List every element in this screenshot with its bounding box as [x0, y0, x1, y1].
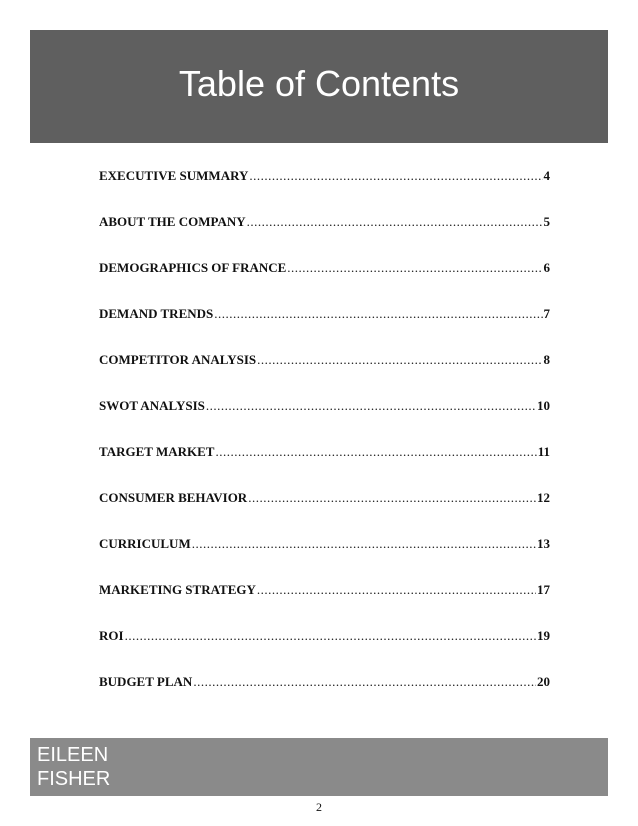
toc-entry-roi[interactable] — [99, 628, 550, 674]
toc-entry-page: 5 — [543, 214, 550, 229]
table-of-contents — [99, 168, 550, 720]
brand-line-2: FISHER — [37, 768, 111, 790]
dot-leader — [192, 536, 536, 552]
header-band — [30, 30, 608, 143]
toc-entry-label: CONSUMER BEHAVIOR — [99, 490, 248, 505]
dot-leader — [125, 628, 536, 644]
toc-entry-label: DEMOGRAPHICS OF FRANCE — [99, 260, 287, 275]
toc-entry-competitor-analysis[interactable] — [99, 352, 550, 398]
dot-leader — [193, 674, 536, 690]
dot-leader — [257, 352, 542, 368]
toc-entry-label: BUDGET PLAN — [99, 674, 193, 689]
toc-entry-curriculum[interactable] — [99, 536, 550, 582]
toc-entry-page: 12 — [537, 490, 550, 505]
toc-entry-label: EXECUTIVE SUMMARY — [99, 168, 249, 183]
toc-entry-consumer-behavior[interactable] — [99, 490, 550, 536]
toc-entry-page: 20 — [537, 674, 550, 689]
toc-entry-label: DEMAND TRENDS — [99, 306, 214, 321]
dot-leader — [214, 306, 542, 322]
toc-entry-target-market[interactable] — [99, 444, 550, 490]
dot-leader — [215, 444, 536, 460]
toc-entry-page: 19 — [537, 628, 550, 643]
toc-entry-swot-analysis[interactable] — [99, 398, 550, 444]
toc-entry-executive-summary[interactable] — [99, 168, 550, 214]
dot-leader — [248, 490, 536, 506]
toc-entry-demand-trends[interactable] — [99, 306, 550, 352]
toc-entry-about-the-company[interactable] — [99, 214, 550, 260]
footer-band — [30, 738, 608, 796]
brand-name — [37, 743, 110, 791]
toc-entry-label: MARKETING STRATEGY — [99, 582, 256, 597]
page-number: 2 — [316, 800, 322, 814]
toc-entry-label: TARGET MARKET — [99, 444, 215, 459]
toc-entry-label: ROI — [99, 628, 124, 643]
toc-entry-demographics-of-france[interactable] — [99, 260, 550, 306]
dot-leader — [206, 398, 536, 414]
toc-entry-page: 4 — [543, 168, 550, 183]
dot-leader — [247, 214, 543, 230]
toc-entry-label: CURRICULUM — [99, 536, 191, 551]
toc-entry-page: 6 — [543, 260, 550, 275]
toc-entry-page: 17 — [537, 582, 550, 597]
toc-entry-marketing-strategy[interactable] — [99, 582, 550, 628]
toc-entry-page: 7 — [543, 306, 550, 321]
toc-entry-label: SWOT ANALYSIS — [99, 398, 205, 413]
toc-entry-page: 10 — [537, 398, 550, 413]
page-title: Table of Contents — [178, 63, 460, 104]
toc-entry-page: 8 — [543, 352, 550, 367]
brand-line-1: EILEEN — [37, 744, 109, 766]
dot-leader — [249, 168, 542, 184]
dot-leader — [287, 260, 542, 276]
toc-entry-label: COMPETITOR ANALYSIS — [99, 352, 257, 367]
toc-entry-page: 11 — [537, 444, 550, 459]
dot-leader — [257, 582, 536, 598]
toc-entry-budget-plan[interactable] — [99, 674, 550, 720]
toc-entry-page: 13 — [537, 536, 550, 551]
toc-entry-label: ABOUT THE COMPANY — [99, 214, 246, 229]
